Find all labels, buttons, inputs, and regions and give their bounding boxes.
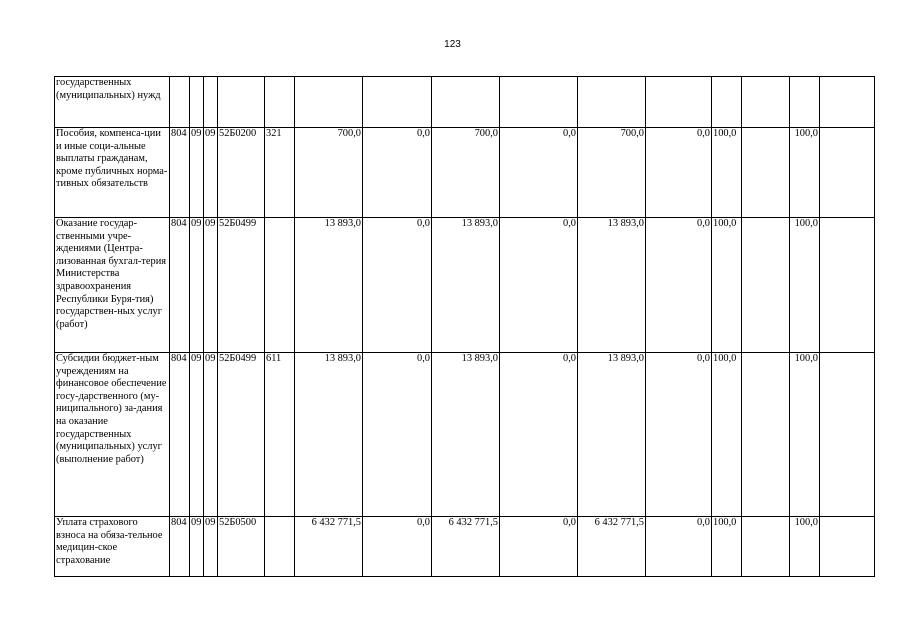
code-target-article: 52Б0500 [218, 517, 265, 577]
amount-federal-executed: 0,0 [646, 218, 712, 353]
percent-federal-executed [790, 77, 820, 128]
code-subsection: 09 [204, 128, 218, 218]
table-row [55, 128, 875, 218]
empty-cell [820, 77, 875, 128]
empty-cell [820, 218, 875, 353]
amount-federal-plan [363, 77, 432, 128]
code-section: 09 [190, 128, 204, 218]
code-target-article: 52Б0499 [218, 218, 265, 353]
amount-federal-executed: 0,0 [646, 353, 712, 517]
row-name: Оказание государ-ственными учре-ждениями (Центра-лизованная бухгал-терия Министерства здравоохранения Республики Буря-тия) государствен-ных услуг (работ) [55, 218, 170, 353]
amount-approved: 13 893,0 [432, 353, 500, 517]
code-ministry: 804 [170, 517, 190, 577]
amount-executed [578, 77, 646, 128]
amount-executed: 6 432 771,5 [578, 517, 646, 577]
code-ministry [170, 77, 190, 128]
amount-approved [432, 77, 500, 128]
percent-federal-executed: 100,0 [790, 218, 820, 353]
percent-federal-executed: 100,0 [790, 353, 820, 517]
amount-executed: 13 893,0 [578, 353, 646, 517]
code-subsection: 09 [204, 218, 218, 353]
code-ministry: 804 [170, 218, 190, 353]
table-row [55, 218, 875, 353]
amount-federal-approved: 0,0 [500, 218, 578, 353]
amount-approved: 700,0 [432, 128, 500, 218]
amount-plan: 13 893,0 [295, 353, 363, 517]
code-ministry: 804 [170, 353, 190, 517]
percent-executed: 100,0 [712, 128, 742, 218]
code-ministry: 804 [170, 128, 190, 218]
code-expense-type [265, 218, 295, 353]
row-name: Пособия, компенса-ции и иные соци-альные выплаты гражданам, кроме публичных норма-тивных обязательств [55, 128, 170, 218]
code-section: 09 [190, 353, 204, 517]
code-target-article [218, 77, 265, 128]
table-row [55, 517, 875, 577]
amount-plan: 13 893,0 [295, 218, 363, 353]
code-section: 09 [190, 218, 204, 353]
table-row [55, 353, 875, 517]
budget-table [54, 76, 875, 577]
empty-cell [820, 517, 875, 577]
percent-executed: 100,0 [712, 353, 742, 517]
code-expense-type [265, 77, 295, 128]
empty-cell [820, 353, 875, 517]
amount-plan: 700,0 [295, 128, 363, 218]
percent-executed: 100,0 [712, 517, 742, 577]
percent-executed [712, 77, 742, 128]
amount-federal-plan: 0,0 [363, 218, 432, 353]
code-subsection [204, 77, 218, 128]
code-expense-type: 321 [265, 128, 295, 218]
table-row [55, 77, 875, 128]
amount-federal-executed: 0,0 [646, 128, 712, 218]
percent-federal-executed: 100,0 [790, 517, 820, 577]
code-section: 09 [190, 517, 204, 577]
row-name: Уплата страхового взноса на обяза-тельное медицин-ское страхование [55, 517, 170, 577]
amount-plan: 6 432 771,5 [295, 517, 363, 577]
empty-cell [742, 128, 790, 218]
amount-approved: 13 893,0 [432, 218, 500, 353]
amount-federal-plan: 0,0 [363, 128, 432, 218]
code-section [190, 77, 204, 128]
code-expense-type: 611 [265, 353, 295, 517]
empty-cell [742, 218, 790, 353]
amount-federal-approved [500, 77, 578, 128]
code-target-article: 52Б0200 [218, 128, 265, 218]
percent-federal-executed: 100,0 [790, 128, 820, 218]
amount-approved: 6 432 771,5 [432, 517, 500, 577]
code-target-article: 52Б0499 [218, 353, 265, 517]
amount-federal-plan: 0,0 [363, 353, 432, 517]
amount-federal-approved: 0,0 [500, 128, 578, 218]
amount-executed: 700,0 [578, 128, 646, 218]
amount-executed: 13 893,0 [578, 218, 646, 353]
code-subsection: 09 [204, 517, 218, 577]
empty-cell [742, 517, 790, 577]
empty-cell [742, 77, 790, 128]
row-name: Субсидии бюджет-ным учреждениям на финансовое обеспечение госу-дарственного (му-ниципального) за-дания на оказание государственных (муниципальных) услуг (выполнение работ) [55, 353, 170, 517]
row-name: государственных (муниципальных) нужд [55, 77, 170, 128]
amount-federal-approved: 0,0 [500, 353, 578, 517]
amount-federal-executed [646, 77, 712, 128]
empty-cell [742, 353, 790, 517]
page-number: 123 [444, 39, 461, 50]
code-subsection: 09 [204, 353, 218, 517]
amount-federal-plan: 0,0 [363, 517, 432, 577]
empty-cell [820, 128, 875, 218]
amount-federal-executed: 0,0 [646, 517, 712, 577]
code-expense-type [265, 517, 295, 577]
amount-federal-approved: 0,0 [500, 517, 578, 577]
amount-plan [295, 77, 363, 128]
percent-executed: 100,0 [712, 218, 742, 353]
